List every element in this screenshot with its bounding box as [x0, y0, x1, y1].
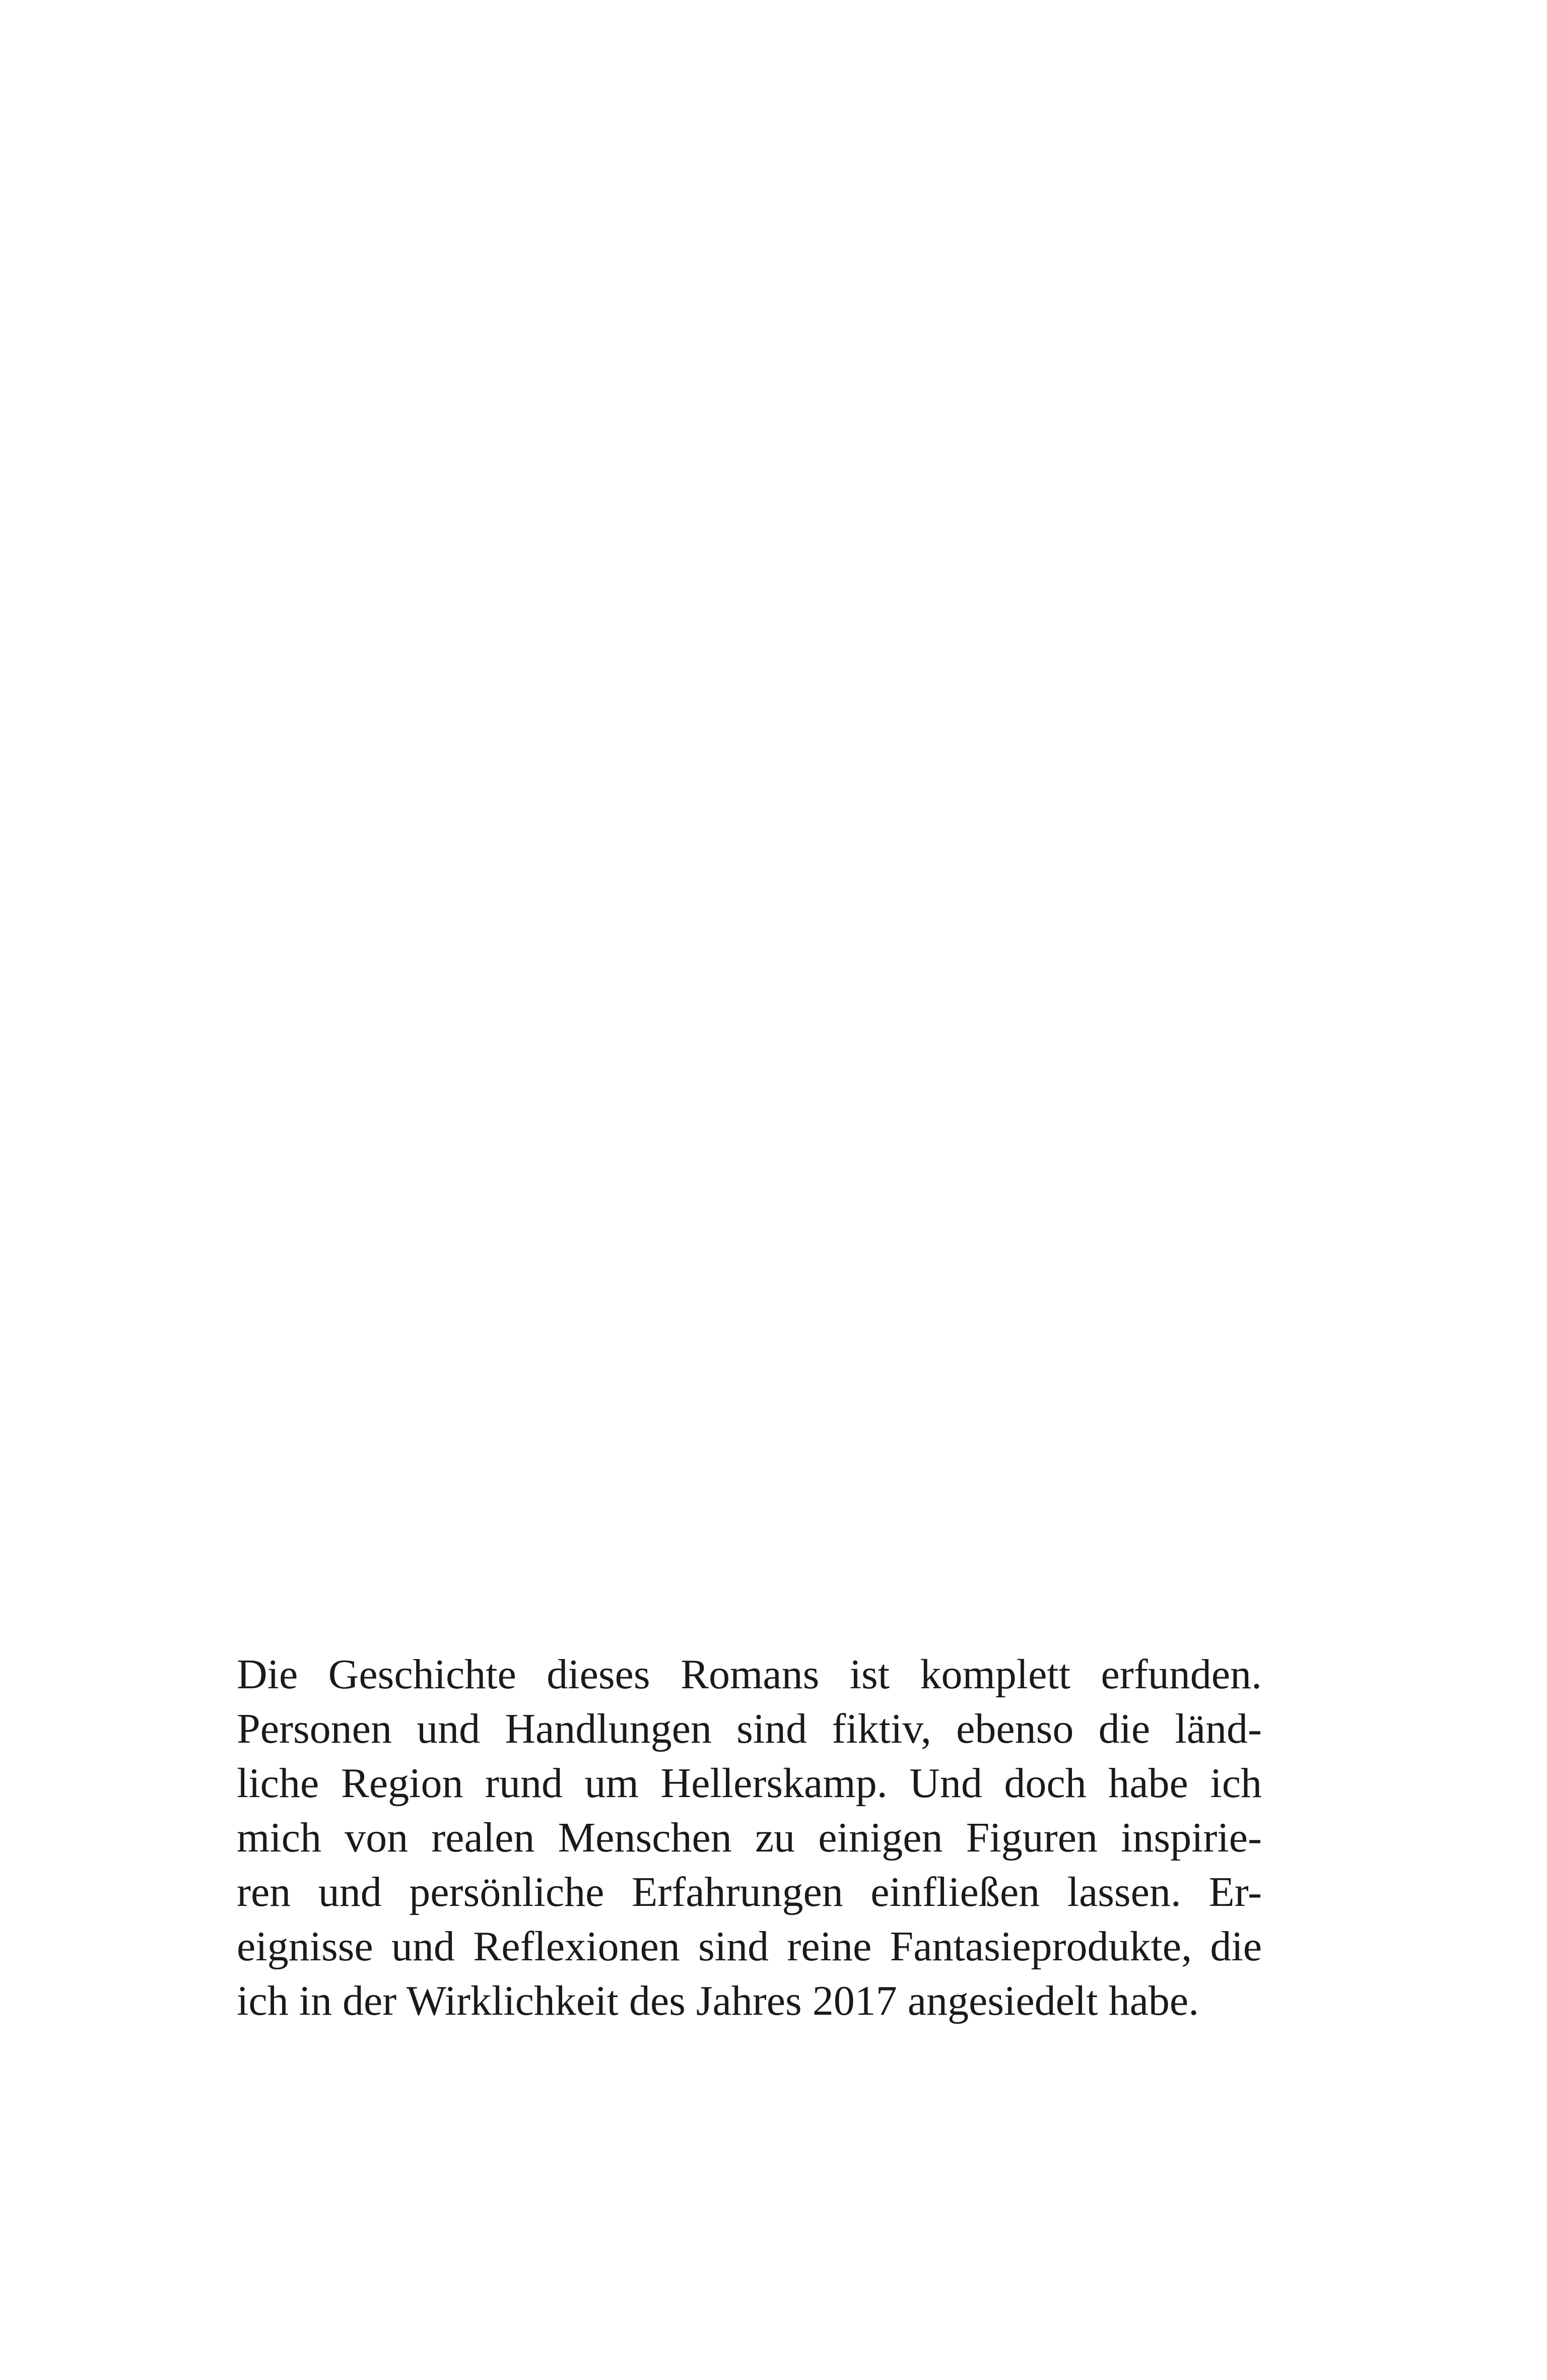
disclaimer-line-5: ren und persönliche Erfahrungen einfließen lassen. Er-: [237, 1869, 1262, 1915]
disclaimer-line-7: ich in der Wirklichkeit des Jahres 2017 angesiedelt habe.: [237, 1977, 1199, 2024]
disclaimer-line-3: liche Region rund um Hellerskamp. Und doch habe ich: [237, 1760, 1262, 1807]
disclaimer-line-1: Die Geschichte dieses Romans ist komplett erfunden.: [237, 1651, 1262, 1698]
disclaimer-line-2: Personen und Handlungen sind fiktiv, ebenso die länd-: [237, 1705, 1262, 1752]
disclaimer-line-4: mich von realen Menschen zu einigen Figuren inspirie-: [237, 1814, 1262, 1861]
disclaimer-line-6: eignisse und Reflexionen sind reine Fantasieprodukte, die: [237, 1923, 1262, 1970]
disclaimer-paragraph: [237, 1647, 1262, 2028]
